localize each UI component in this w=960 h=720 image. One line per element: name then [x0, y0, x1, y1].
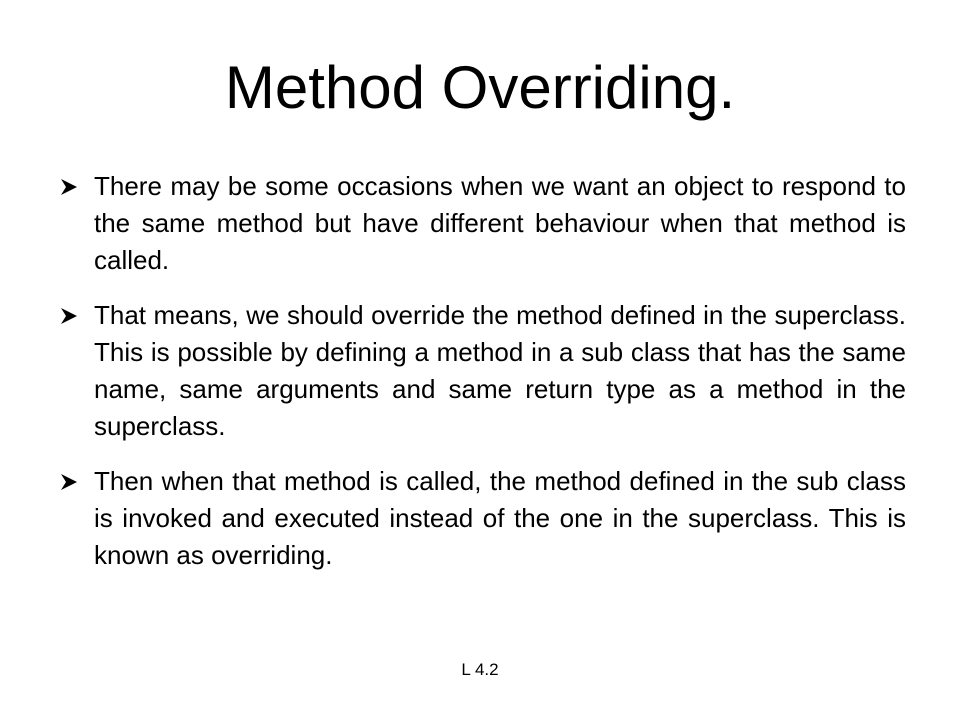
bullet-item: [58, 168, 906, 279]
arrow-bullet-icon: [58, 472, 80, 492]
bullet-item: [58, 297, 906, 445]
slide-footer-label: L 4.2: [461, 660, 499, 679]
slide-title: Method Overriding.: [224, 54, 736, 121]
bullet-text: That means, we should override the method defined in the superclass. This is possible by defining a method in a sub class that has the same name, same arguments and same return type as a method in the superclass.: [94, 300, 906, 441]
arrow-bullet-icon: [58, 306, 80, 326]
bullet-text: There may be some occasions when we want an object to respond to the same method but have different behaviour when that method is called.: [94, 171, 906, 275]
bullet-item: [58, 463, 906, 574]
bullet-text: Then when that method is called, the method defined in the sub class is invoked and executed instead of the one in the superclass. This is known as overriding.: [94, 466, 906, 570]
arrow-bullet-icon: [58, 177, 80, 197]
bullet-list: [58, 168, 906, 592]
